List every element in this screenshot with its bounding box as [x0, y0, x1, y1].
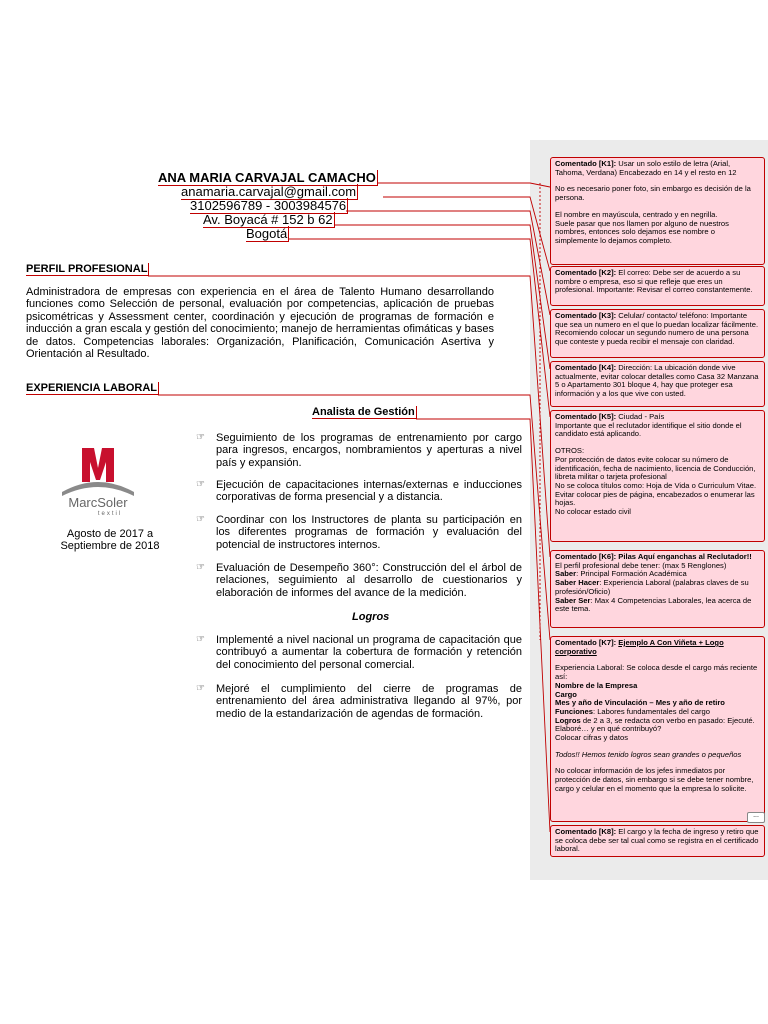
company-logo — [58, 446, 138, 518]
comment-k4[interactable]: Comentado [K4]: Dirección: La ubicación donde vive actualmente, evitar colocar detalles como Casa 32 Manzana 5 o Apartamento 301 bloque 4, hay que proteger esa información y a los que vive con usted. — [550, 361, 765, 407]
profile-heading: PERFIL PROFESIONAL — [26, 263, 148, 275]
job-title: Analista de Gestión — [312, 406, 415, 418]
experience-heading: EXPERIENCIA LABORAL — [26, 382, 157, 394]
pointing-hand-icon: ☞ — [196, 432, 205, 443]
pointing-hand-icon: ☞ — [196, 514, 205, 525]
logo-wordmark: MarcSoler — [68, 495, 128, 510]
comment-k2[interactable]: Comentado [K2]: El correo: Debe ser de acuerdo a su nombre o empresa, eso si que refleje que eres un profesional. Importante: Revisar el correo constantemente. — [550, 266, 765, 306]
function-item: ☞ Coordinar con los Instructores de planta su participación en los diferentes programas de formación y evaluación del potencial de instructores internos. — [196, 514, 522, 551]
candidate-phones: 3102596789 - 3003984576 — [190, 198, 347, 213]
function-item: ☞ Ejecución de capacitaciones internas/externas e inducciones corporativas de forma presencial y a distancia. — [196, 479, 522, 504]
comment-k1[interactable]: Comentado [K1]: Usar un solo estilo de letra (Arial, Tahoma, Verdana) Encabezado en 14 y el resto en 12 No es necesario poner foto, sin embargo es decisión de la persona. El nombre en mayúscula, centrado y en negrilla. Suele pasar que nos llamen por alguno de nuestros nombres, entonces solo dejamos ese nombre o simplemente lo dejamos completo. — [550, 157, 765, 265]
comment-k6[interactable]: Comentado [K6]: Pilas Aquí enganchas al Reclutador!! El perfil profesional debe tener: (max 5 Renglones) Saber: Principal Formación Académica Saber Hacer: Experiencia Laboral (palabras claves de su profesión/Oficio) Saber Ser: Max 4 Competencias Laborales, lea acerca de este tema. — [550, 550, 765, 628]
profile-text: Administradora de empresas con experiencia en el área de Talento Humano desarrollando funciones como Selección de personal, evaluación por competencias, aplicación de pruebas psicométricas y Assessment center, coordinación y ejecución de programas de formación e inducción a gran escala y gestión del conocimiento; manejo de herramientas ofimáticas y bases de datos. Competencias laborales: Organización, Planificación, Comunicación Asertiva y Orientación al Resultado. — [26, 286, 494, 361]
comment-k5[interactable]: Comentado [K5]: Ciudad - País Importante que el reclutador identifique el sitio donde el candidato está aplicando. OTROS: Por protección de datos evite colocar su número de identificación, fecha de nacimiento, licencia de Conducción, libreta militar o tarjeta profesional No se coloca títulos como: Hoja de Vida o Curriculum Vitae. Evitar colocar pies de página, encabezados o enumerar las hojas. No colocar estado civil — [550, 410, 765, 542]
pointing-hand-icon: ☞ — [196, 479, 205, 490]
pointing-hand-icon: ☞ — [196, 562, 205, 573]
achievement-item: ☞ Implementé a nivel nacional un programa de capacitación que contribuyó a aumentar la cobertura de formación y retención del conocimiento del personal comercial. — [196, 634, 522, 671]
employment-dates: Agosto de 2017 a Septiembre de 2018 — [60, 528, 160, 553]
pointing-hand-icon: ☞ — [196, 683, 205, 694]
function-item: ☞ Seguimiento de los programas de entrenamiento por cargo para ingresos, encargos, nombramientos y aperturas a nivel país y expansión. — [196, 432, 522, 469]
comment-k7[interactable]: Comentado [K7]: Ejemplo A Con Viñeta + Logo corporativo Experiencia Laboral: Se coloca desde el cargo más reciente así: Nombre de la Empresa Cargo Mes y año de Vinculación – Mes y año de retiro Funciones: Labores fundamentales del cargo Logros de 2 a 3, se redacta con verbo en pasado: Ejecuté. Elaboré… y en qué contribuyó? Colocar cifras y datos Todos!! Hemos tenido logros sean grandes o pequeños No colocar información de los jefes inmediatos por protección de datos, sin embargo si se debe tener nombre, cargo y celular en el momento que la empresa lo solicite. — [550, 636, 765, 822]
comment-k3[interactable]: Comentado [K3]: Celular/ contacto/ teléfono: Importante que sea un numero en el que lo puedan localizar fácilmente. Recomiendo colocar un segundo numero de una persona que conteste y pueda recibir el mensaje con claridad. — [550, 309, 765, 358]
achievement-item: ☞ Mejoré el cumplimiento del cierre de programas de entrenamiento del área administrativa llegando al 97%, por medio de la estandarización de agendas de formación. — [196, 683, 522, 720]
candidate-name: ANA MARIA CARVAJAL CAMACHO — [158, 170, 376, 185]
candidate-address: Av. Boyacá # 152 b 62 — [203, 212, 333, 227]
function-item: ☞ Evaluación de Desempeño 360°: Construcción del el árbol de relaciones, seguimiento al desarrollo de cuestionarios y elaboración de informes del avance de la medición. — [196, 562, 522, 599]
candidate-email: anamaria.carvajal@gmail.com — [181, 184, 357, 199]
achievements-heading: Logros — [352, 611, 390, 623]
candidate-city: Bogotá — [246, 226, 288, 241]
comment-more-button[interactable]: ... — [747, 812, 765, 823]
pointing-hand-icon: ☞ — [196, 634, 205, 645]
comment-k8[interactable]: Comentado [K8]: El cargo y la fecha de ingreso y retiro que se coloca debe ser tal cual como se registra en el certificado laboral. — [550, 825, 765, 857]
logo-subtext: textil — [97, 511, 123, 517]
